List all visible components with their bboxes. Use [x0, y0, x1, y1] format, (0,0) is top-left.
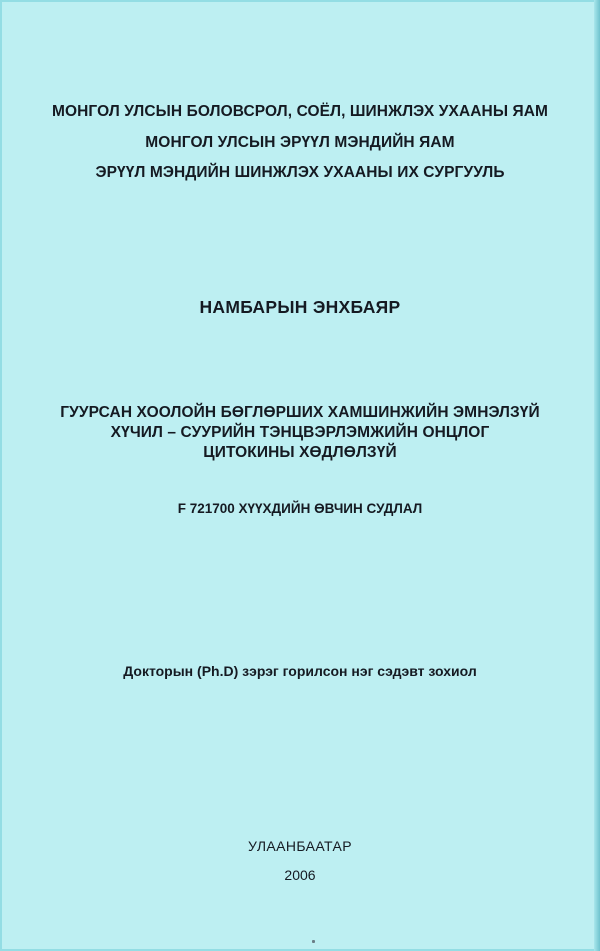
year: 2006: [284, 867, 316, 883]
scan-speck: [312, 940, 315, 943]
city: УЛААНБААТАР: [247, 838, 353, 854]
ministry-line-2: МОНГОЛ УЛСЫН ЭРҮҮЛ МЭНДИЙН ЯАМ: [145, 134, 455, 151]
specialty-code: F 721700 ХҮҮХДИЙН ӨВЧИН СУДЛАЛ: [177, 501, 423, 516]
thesis-title-line-1: ГУУРСАН ХООЛОЙН БӨГЛӨРШИХ ХАМШИНЖИЙН ЭМНЭЛЗҮЙ: [60, 404, 540, 421]
thesis-title-line-2: ХҮЧИЛ – СУУРИЙН ТЭНЦВЭРЛЭМЖИЙН ОНЦЛОГ: [110, 424, 490, 441]
thesis-title-line-3: ЦИТОКИНЫ ХӨДЛӨЛЗҮЙ: [203, 444, 397, 461]
ministry-line-3: ЭРҮҮЛ МЭНДИЙН ШИНЖЛЭХ УХААНЫ ИХ СУРГУУЛЬ: [95, 164, 505, 181]
ministry-line-1: МОНГОЛ УЛСЫН БОЛОВСРОЛ, СОЁЛ, ШИНЖЛЭХ УХААНЫ ЯАМ: [51, 103, 549, 120]
degree-statement: Докторын (Ph.D) зэрэг горилсон нэг сэдэвт зохиол: [123, 663, 477, 679]
author-name: НАМБАРЫН ЭНХБАЯР: [199, 297, 401, 317]
